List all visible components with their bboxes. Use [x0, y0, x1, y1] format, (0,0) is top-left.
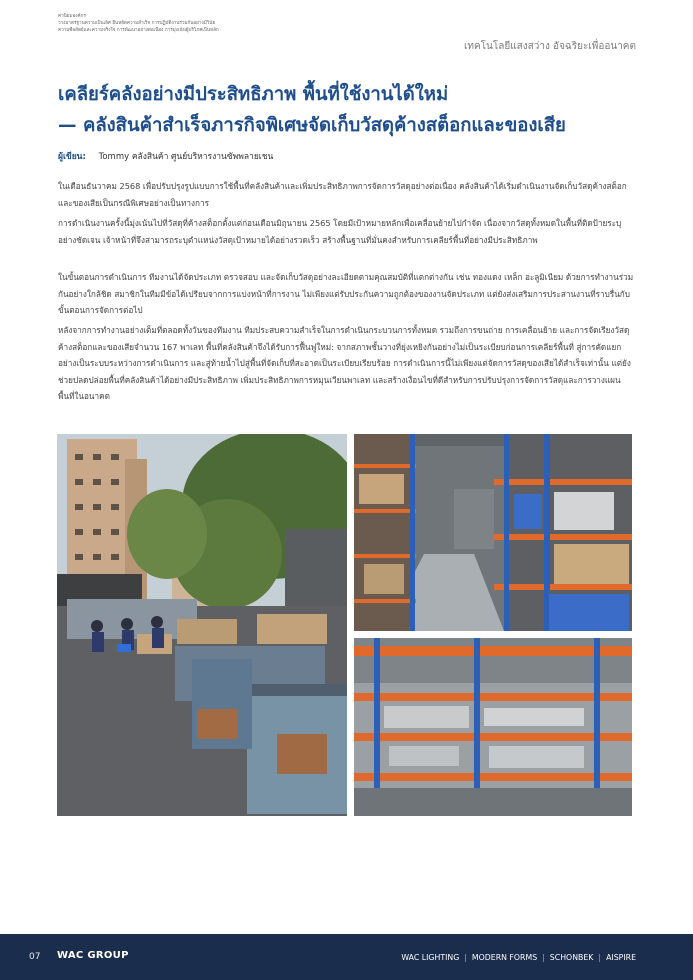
brand-wac-lighting: WAC LIGHTING [401, 953, 460, 962]
brand-modern-forms: MODERN FORMS [471, 953, 538, 962]
paragraph: ในเดือนธันวาคม 2568 เพื่อปรับปรุงรูปแบบการใช้พื้นที่คลังสินค้าและเพิ่มประสิทธิภาพการจัดการวัสดุอย่างต่อเนื่อง คลังสินค้าได้เริ่มดำเนินงานจัดเก็บวัสดุค้างสต็อกและของเสียเป็นกรณีพิเศษอย่างเป็นทางการ [58, 181, 627, 208]
paragraph: หลังจากการทำงานอย่างเต็มที่ตลอดทั้งวันของทีมงาน ทีมประสบความสำเร็จในการดำเนินกระบวนการทั้งหมด รวมถึงการขนถ่าย การเคลื่อนย้าย และการจัดเรียงวัสดุค้างสต็อกและของเสียจำนวน 167 พาเลท พื้นที่คลังสินค้าจึงได้รับการฟื้นฟูใหม่: จากสภาพชั้นวางที่ยุ่งเหยิงกันอย่างไม่เป็นระเบียบก่อนการเคลียร์พื้นที่ สู่การคัดแยกอย่างเป็นระบบระหว่างการดำเนินการ และสู่ท้ายน้ำไปสู่พื้นที่จัดเก็บที่สะอาดเป็นระเบียบเรียบร้อย การดำเนินการนี้ไม่เพียงแต่จัดการวัสดุของเสียได้สำเร็จเท่านั้น แต่ยังช่วยปลดปล่อยพื้นที่คลังสินค้าได้อย่างมีประสิทธิภาพ เพิ่มประสิทธิภาพการหมุนเวียนพาเลท และสร้างเงื่อนไขที่ดีสำหรับการปรับปรุงการจัดการวัสดุและการวางแผนพื้นที่ในอนาคต [58, 325, 631, 402]
brand-list: WAC LIGHTING | MODERN FORMS | SCHONBEK | AISPIRE [401, 953, 636, 962]
values-line-2: ความซื่อสัตย์และความจริงใจ การพัฒนาอย่างต่อเนื่อง การมุ่งเน้นผู้บริโภคเป็นหลัก [58, 28, 219, 33]
header-tagline: เทคโนโลยีแสงสว่าง อัจฉริยะเพื่ออนาคต [463, 41, 636, 52]
author-name: Tommy คลังสินค้า ศูนย์บริหารงานซัพพลายเชน [98, 152, 274, 162]
brand-aispire: AISPIRE [606, 953, 636, 962]
corporate-values [58, 13, 268, 34]
values-line-1: วางมาตรฐานความเป็นเลิศ ยืนหยัดความสำเร็จ การปฏิบัติงานร่วมกันอย่างมีวินัย [58, 21, 216, 26]
article-title-line-2: — คลังสินค้าสำเร็จภารกิจพิเศษจัดเก็บวัสดุค้างสต็อกและของเสีย [58, 115, 566, 136]
paragraph: ในขั้นตอนการดำเนินการ ทีมงานได้จัดประเภท ตรวจสอบ และจัดเก็บวัสดุอย่างละเอียดตามคุณสมบัติที่แตกต่างกัน เช่น ทองแดง เหล็ก อะลูมิเนียม ด้วยการทำงานร่วมกันอย่างใกล้ชิด สมาชิกในทีมมีข้อได้เปรียบจากการแบ่งหน้าที่การงาน ไม่เพียงแต่รับประกันความถูกต้องของงานจัดประเภท แต่ยังส่งเสริมการประสานงานที่ราบรื่นกับขั้นตอนการจัดการต่อไป [58, 272, 634, 316]
brand-schonbek: SCHONBEK [549, 953, 594, 962]
wac-group-logo: WAC GROUP [57, 950, 129, 961]
outdoor-sorting-photo [57, 434, 347, 816]
footer-bar [0, 934, 693, 980]
paragraph: การดำเนินงานครั้งนี้มุ่งเน้นไปที่วัสดุที่ค้างสต็อกตั้งแต่ก่อนเดือนมิถุนายน 2565 โดยมีเป้าหมายหลักเพื่อเคลื่อนย้ายไปกำจัด เนื่องจากวัสดุทั้งหมดในพื้นที่ติดป้ายระบุอย่างชัดเจน เจ้าหน้าที่จึงสามารถระบุตำแหน่งวัสดุเป้าหมายได้อย่างรวดเร็ว สร้างพื้นฐานที่มั่นคงสำหรับการเคลียร์พื้นที่อย่างมีประสิทธิภาพ [58, 218, 622, 245]
cleared-racks-photo [354, 638, 632, 816]
author-label: ผู้เขียน: [58, 152, 86, 162]
values-heading: ค่านิยมองค์กร [58, 14, 86, 19]
warehouse-aisle-photo [354, 434, 632, 631]
author-line [58, 149, 273, 163]
page-number: 07 [29, 952, 41, 962]
article-title-line-1: เคลียร์คลังอย่างมีประสิทธิภาพ พื้นที่ใช้งานได้ใหม่ [58, 84, 449, 105]
